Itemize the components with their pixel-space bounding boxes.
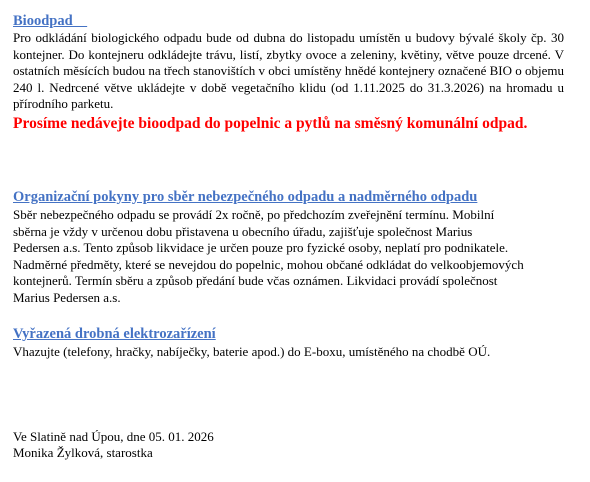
text-line: Sběr nebezpečného odpadu se provádí 2x ročně, po předchozím zveřejnění termínu. Mobilní bbox=[13, 207, 495, 222]
text-line: sběrna je vždy v určenou dobu přistavena u obecního úřadu, zajišťuje společnost Marius bbox=[13, 223, 473, 239]
paragraph-biowaste: Pro odkládání biologického odpadu bude od dubna do listopadu umístěn u budovy bývalé školy čp. 30 kontejner. Do kontejneru odkládejte trávu, listí, zbytky ovoce a zeleniny, květiny, větve pouze drcené. V ostatních měsících budou na třech stanovištích v obci umístěny hnědé kontejnery označené BIO o objemu 240 l. Nedrcené větve ukládejte v době vegetačního klidu (od 1.11.2025 do 31.3.2026) na hromadu u přírodního parketu. bbox=[13, 30, 564, 112]
text-line: Pedersen a.s. Tento způsob likvidace je určen pouze pro fyzické osoby, neplatí pro podnikatele. bbox=[13, 240, 509, 256]
heading-electronics: Vyřazená drobná elektrozařízení bbox=[13, 326, 216, 342]
heading-hazardous-waste: Organizační pokyny pro sběr nebezpečného odpadu a nadměrného odpadu bbox=[13, 189, 478, 205]
signature-name: Monika Žylková, starostka bbox=[13, 445, 153, 460]
paragraph-electronics: Vhazujte (telefony, hračky, nabíječky, baterie apod.) do E-boxu, umístěného na chodbě OÚ. bbox=[13, 344, 491, 359]
text-line: kontejnerů. Termín sběru a způsob předání bude včas oznámen. Likvidaci provádí společnost bbox=[13, 273, 498, 289]
warning-biowaste: Prosíme nedávejte bioodpad do popelnic a pytlů na směsný komunální odpad. bbox=[13, 115, 528, 132]
signature-place-date: Ve Slatině nad Úpou, dne 05. 01. 2026 bbox=[13, 429, 214, 444]
heading-biowaste: Bioodpad bbox=[13, 13, 88, 29]
text-line: Nadměrné předměty, které se nevejdou do popelnic, mohou občané odkládat do velkoobjemových bbox=[13, 256, 524, 272]
text-line: Marius Pedersen a.s. bbox=[13, 289, 121, 305]
paragraph-hazardous-waste bbox=[13, 207, 583, 307]
